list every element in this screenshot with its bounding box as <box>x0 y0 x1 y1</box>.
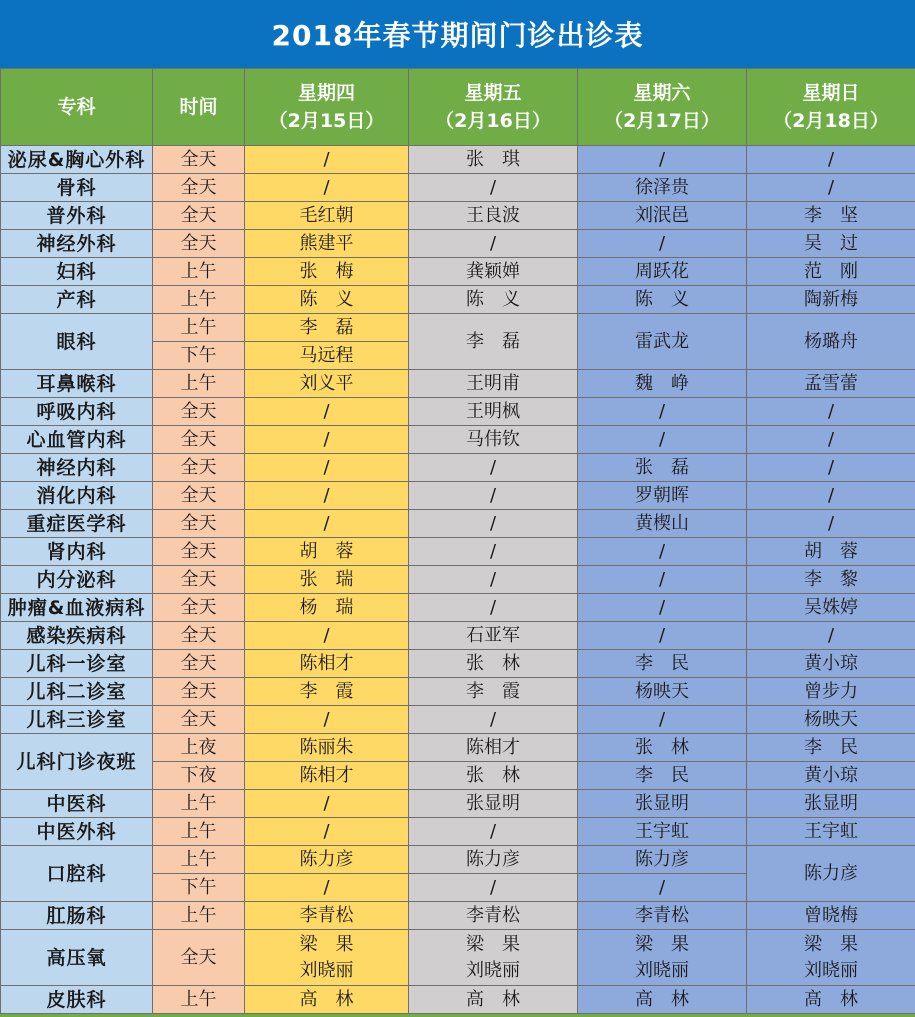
saturday-cell: 刘泯邑 <box>578 202 747 230</box>
dept-cell: 神经内科 <box>1 454 153 482</box>
table-row <box>1 314 915 342</box>
friday-cell <box>409 930 578 986</box>
doctor-name: 梁 果 <box>466 934 520 955</box>
dept-cell: 普外科 <box>1 202 153 230</box>
time-cell: 上午 <box>153 258 245 286</box>
sunday-cell: / <box>747 622 915 650</box>
thursday-cell: / <box>245 426 409 454</box>
sunday-cell: / <box>747 482 915 510</box>
friday-cell: 石亚军 <box>409 622 578 650</box>
table-row <box>1 510 915 538</box>
table-row <box>1 286 915 314</box>
time-cell: 全天 <box>153 146 245 174</box>
friday-cell: 王明枫 <box>409 398 578 426</box>
dept-cell: 肾内科 <box>1 538 153 566</box>
table-row <box>1 482 915 510</box>
sunday-cell: 曾晓梅 <box>747 902 915 930</box>
table-row <box>1 790 915 818</box>
sunday-cell: 李 黎 <box>747 566 915 594</box>
thursday-cell: 张 瑞 <box>245 566 409 594</box>
table-row <box>1 174 915 202</box>
sunday-cell: 陈力彦 <box>747 846 915 902</box>
doctor-name: 梁 果 <box>804 934 858 955</box>
sunday-cell: 范 刚 <box>747 258 915 286</box>
doctor-name: 刘晓丽 <box>466 960 520 981</box>
saturday-cell: 周跃花 <box>578 258 747 286</box>
friday-cell: 李青松 <box>409 902 578 930</box>
saturday-cell: 雷武龙 <box>578 314 747 370</box>
friday-cell: 陈力彦 <box>409 846 578 874</box>
friday-cell: / <box>409 594 578 622</box>
header-day-name: 星期四 <box>298 82 355 104</box>
table-row <box>1 258 915 286</box>
sunday-cell: / <box>747 174 915 202</box>
dept-cell: 儿科门诊夜班 <box>1 734 153 790</box>
table-row <box>1 230 915 258</box>
dept-cell: 妇科 <box>1 258 153 286</box>
sunday-cell: 孟雪蕾 <box>747 370 915 398</box>
thursday-cell: 陈 义 <box>245 286 409 314</box>
saturday-cell: / <box>578 874 747 902</box>
sunday-cell: / <box>747 146 915 174</box>
thursday-cell: 熊建平 <box>245 230 409 258</box>
thursday-cell: 陈丽朱 <box>245 734 409 762</box>
friday-cell: 王明甫 <box>409 370 578 398</box>
friday-cell: / <box>409 482 578 510</box>
table-row <box>1 986 915 1014</box>
friday-cell: 龚颖婵 <box>409 258 578 286</box>
table-row <box>1 426 915 454</box>
sunday-cell: 吴 过 <box>747 230 915 258</box>
thursday-cell: 张 梅 <box>245 258 409 286</box>
sunday-cell: 高 林 <box>747 986 915 1014</box>
table-row <box>1 370 915 398</box>
table-row <box>1 678 915 706</box>
sunday-cell: 曾步力 <box>747 678 915 706</box>
header-day-date: （2月16日） <box>435 110 551 132</box>
table-row <box>1 538 915 566</box>
table-row <box>1 734 915 762</box>
time-cell: 全天 <box>153 426 245 454</box>
friday-cell: 陈相才 <box>409 734 578 762</box>
time-cell: 全天 <box>153 510 245 538</box>
header-sunday <box>747 69 915 146</box>
table-row <box>1 622 915 650</box>
time-cell: 上夜 <box>153 734 245 762</box>
table-header-row <box>1 69 915 146</box>
dept-cell: 皮肤科 <box>1 986 153 1014</box>
friday-cell: / <box>409 706 578 734</box>
saturday-cell <box>578 930 747 986</box>
table-row <box>1 706 915 734</box>
dept-cell: 儿科三诊室 <box>1 706 153 734</box>
time-cell: 全天 <box>153 566 245 594</box>
saturday-cell: 徐泽贵 <box>578 174 747 202</box>
doctor-name: 刘晓丽 <box>300 960 354 981</box>
time-cell: 全天 <box>153 230 245 258</box>
table-row <box>1 650 915 678</box>
friday-cell: 王良波 <box>409 202 578 230</box>
dept-cell: 泌尿&胸心外科 <box>1 146 153 174</box>
table-row <box>1 594 915 622</box>
dept-cell: 内分泌科 <box>1 566 153 594</box>
thursday-cell: 杨 瑞 <box>245 594 409 622</box>
doctor-name: 刘晓丽 <box>635 960 689 981</box>
time-cell: 全天 <box>153 398 245 426</box>
friday-cell: 李 霞 <box>409 678 578 706</box>
table-row <box>1 398 915 426</box>
friday-cell: 张 林 <box>409 762 578 790</box>
dept-cell: 重症医学科 <box>1 510 153 538</box>
header-day-date: （2月15日） <box>269 110 385 132</box>
saturday-cell: 陈 义 <box>578 286 747 314</box>
table-row <box>1 846 915 874</box>
doctor-name: 梁 果 <box>635 934 689 955</box>
sunday-cell: / <box>747 398 915 426</box>
dept-cell: 产科 <box>1 286 153 314</box>
friday-cell: / <box>409 174 578 202</box>
header-day-name: 星期五 <box>464 82 521 104</box>
table-row <box>1 902 915 930</box>
thursday-cell: / <box>245 398 409 426</box>
sunday-cell: 李 民 <box>747 734 915 762</box>
header-day-name: 星期六 <box>633 82 690 104</box>
table-row <box>1 930 915 986</box>
saturday-cell: / <box>578 622 747 650</box>
table-row <box>1 454 915 482</box>
friday-cell: 张 林 <box>409 650 578 678</box>
thursday-cell: / <box>245 790 409 818</box>
time-cell: 上午 <box>153 902 245 930</box>
page-title: 2018年春节期间门诊出诊表 <box>0 0 915 68</box>
thursday-cell: 李 磊 <box>245 314 409 342</box>
time-cell: 全天 <box>153 174 245 202</box>
thursday-cell: / <box>245 874 409 902</box>
saturday-cell: 李青松 <box>578 902 747 930</box>
sunday-cell: 张显明 <box>747 790 915 818</box>
sunday-cell: / <box>747 454 915 482</box>
friday-cell: 李 磊 <box>409 314 578 370</box>
friday-cell: / <box>409 818 578 846</box>
dept-cell: 肿瘤&血液病科 <box>1 594 153 622</box>
time-cell: 全天 <box>153 678 245 706</box>
sunday-cell <box>747 930 915 986</box>
friday-cell: 张显明 <box>409 790 578 818</box>
dept-cell: 高压氧 <box>1 930 153 986</box>
saturday-cell: / <box>578 594 747 622</box>
header-friday <box>409 69 578 146</box>
doctor-name: 刘晓丽 <box>804 960 858 981</box>
time-cell: 全天 <box>153 930 245 986</box>
time-cell: 上午 <box>153 286 245 314</box>
friday-cell: / <box>409 566 578 594</box>
saturday-cell: / <box>578 426 747 454</box>
thursday-cell: / <box>245 146 409 174</box>
dept-cell: 中医科 <box>1 790 153 818</box>
thursday-cell: / <box>245 510 409 538</box>
time-cell: 全天 <box>153 538 245 566</box>
time-cell: 全天 <box>153 482 245 510</box>
header-day-date: （2月18日） <box>773 110 889 132</box>
sunday-cell: / <box>747 510 915 538</box>
time-cell: 上午 <box>153 818 245 846</box>
thursday-cell: 李 霞 <box>245 678 409 706</box>
time-cell: 上午 <box>153 314 245 342</box>
header-dept: 专科 <box>1 69 153 146</box>
sunday-cell: 黄小琼 <box>747 650 915 678</box>
sunday-cell: / <box>747 426 915 454</box>
thursday-cell: 刘义平 <box>245 370 409 398</box>
sunday-cell: 黄小琼 <box>747 762 915 790</box>
time-cell: 全天 <box>153 454 245 482</box>
saturday-cell: 杨映天 <box>578 678 747 706</box>
table-row <box>1 202 915 230</box>
saturday-cell: 黄楔山 <box>578 510 747 538</box>
saturday-cell: 王宇虹 <box>578 818 747 846</box>
dept-cell: 儿科一诊室 <box>1 650 153 678</box>
time-cell: 上午 <box>153 790 245 818</box>
thursday-cell: / <box>245 482 409 510</box>
thursday-cell: / <box>245 622 409 650</box>
header-thursday <box>245 69 409 146</box>
dept-cell: 肛肠科 <box>1 902 153 930</box>
friday-cell: 陈 义 <box>409 286 578 314</box>
thursday-cell: / <box>245 454 409 482</box>
time-cell: 全天 <box>153 706 245 734</box>
time-cell: 下午 <box>153 342 245 370</box>
friday-cell: / <box>409 454 578 482</box>
thursday-cell: 李青松 <box>245 902 409 930</box>
thursday-cell: 马远程 <box>245 342 409 370</box>
dept-cell: 呼吸内科 <box>1 398 153 426</box>
time-cell: 全天 <box>153 622 245 650</box>
time-cell: 上午 <box>153 370 245 398</box>
saturday-cell: / <box>578 146 747 174</box>
dept-cell: 中医外科 <box>1 818 153 846</box>
friday-cell: / <box>409 538 578 566</box>
sunday-cell: 胡 蓉 <box>747 538 915 566</box>
time-cell: 全天 <box>153 594 245 622</box>
saturday-cell: 魏 峥 <box>578 370 747 398</box>
table-row <box>1 566 915 594</box>
saturday-cell: 张显明 <box>578 790 747 818</box>
schedule-table <box>0 68 915 1014</box>
thursday-cell: 陈相才 <box>245 762 409 790</box>
dept-cell: 感染疾病科 <box>1 622 153 650</box>
thursday-cell: 胡 蓉 <box>245 538 409 566</box>
dept-cell: 眼科 <box>1 314 153 370</box>
saturday-cell: 高 林 <box>578 986 747 1014</box>
friday-cell: / <box>409 874 578 902</box>
time-cell: 上午 <box>153 986 245 1014</box>
table-row <box>1 818 915 846</box>
saturday-cell: 罗朝晖 <box>578 482 747 510</box>
thursday-cell: 毛红朝 <box>245 202 409 230</box>
saturday-cell: / <box>578 566 747 594</box>
sunday-cell: 王宇虹 <box>747 818 915 846</box>
thursday-cell: 陈相才 <box>245 650 409 678</box>
sunday-cell: 陶新梅 <box>747 286 915 314</box>
sunday-cell: 吴姝婷 <box>747 594 915 622</box>
saturday-cell: 陈力彦 <box>578 846 747 874</box>
saturday-cell: / <box>578 706 747 734</box>
time-cell: 全天 <box>153 650 245 678</box>
header-time: 时间 <box>153 69 245 146</box>
thursday-cell: 陈力彦 <box>245 846 409 874</box>
dept-cell: 儿科二诊室 <box>1 678 153 706</box>
header-day-date: （2月17日） <box>604 110 720 132</box>
saturday-cell: / <box>578 398 747 426</box>
header-saturday <box>578 69 747 146</box>
thursday-cell: / <box>245 706 409 734</box>
saturday-cell: 李 民 <box>578 762 747 790</box>
saturday-cell: 张 磊 <box>578 454 747 482</box>
dept-cell: 神经外科 <box>1 230 153 258</box>
dept-cell: 耳鼻喉科 <box>1 370 153 398</box>
dept-cell: 口腔科 <box>1 846 153 902</box>
time-cell: 下午 <box>153 874 245 902</box>
dept-cell: 骨科 <box>1 174 153 202</box>
time-cell: 上午 <box>153 846 245 874</box>
dept-cell: 心血管内科 <box>1 426 153 454</box>
sunday-cell: 李 坚 <box>747 202 915 230</box>
time-cell: 下夜 <box>153 762 245 790</box>
header-day-name: 星期日 <box>802 82 859 104</box>
table-row <box>1 146 915 174</box>
time-cell: 全天 <box>153 202 245 230</box>
thursday-cell: / <box>245 818 409 846</box>
friday-cell: 马伟钦 <box>409 426 578 454</box>
friday-cell: 张 琪 <box>409 146 578 174</box>
saturday-cell: / <box>578 230 747 258</box>
sunday-cell: 杨映天 <box>747 706 915 734</box>
saturday-cell: / <box>578 538 747 566</box>
saturday-cell: 李 民 <box>578 650 747 678</box>
doctor-name: 梁 果 <box>300 934 354 955</box>
sunday-cell: 杨璐舟 <box>747 314 915 370</box>
saturday-cell: 张 林 <box>578 734 747 762</box>
dept-cell: 消化内科 <box>1 482 153 510</box>
thursday-cell <box>245 930 409 986</box>
friday-cell: / <box>409 510 578 538</box>
thursday-cell: / <box>245 174 409 202</box>
thursday-cell: 高 林 <box>245 986 409 1014</box>
friday-cell: 高 林 <box>409 986 578 1014</box>
friday-cell: / <box>409 230 578 258</box>
